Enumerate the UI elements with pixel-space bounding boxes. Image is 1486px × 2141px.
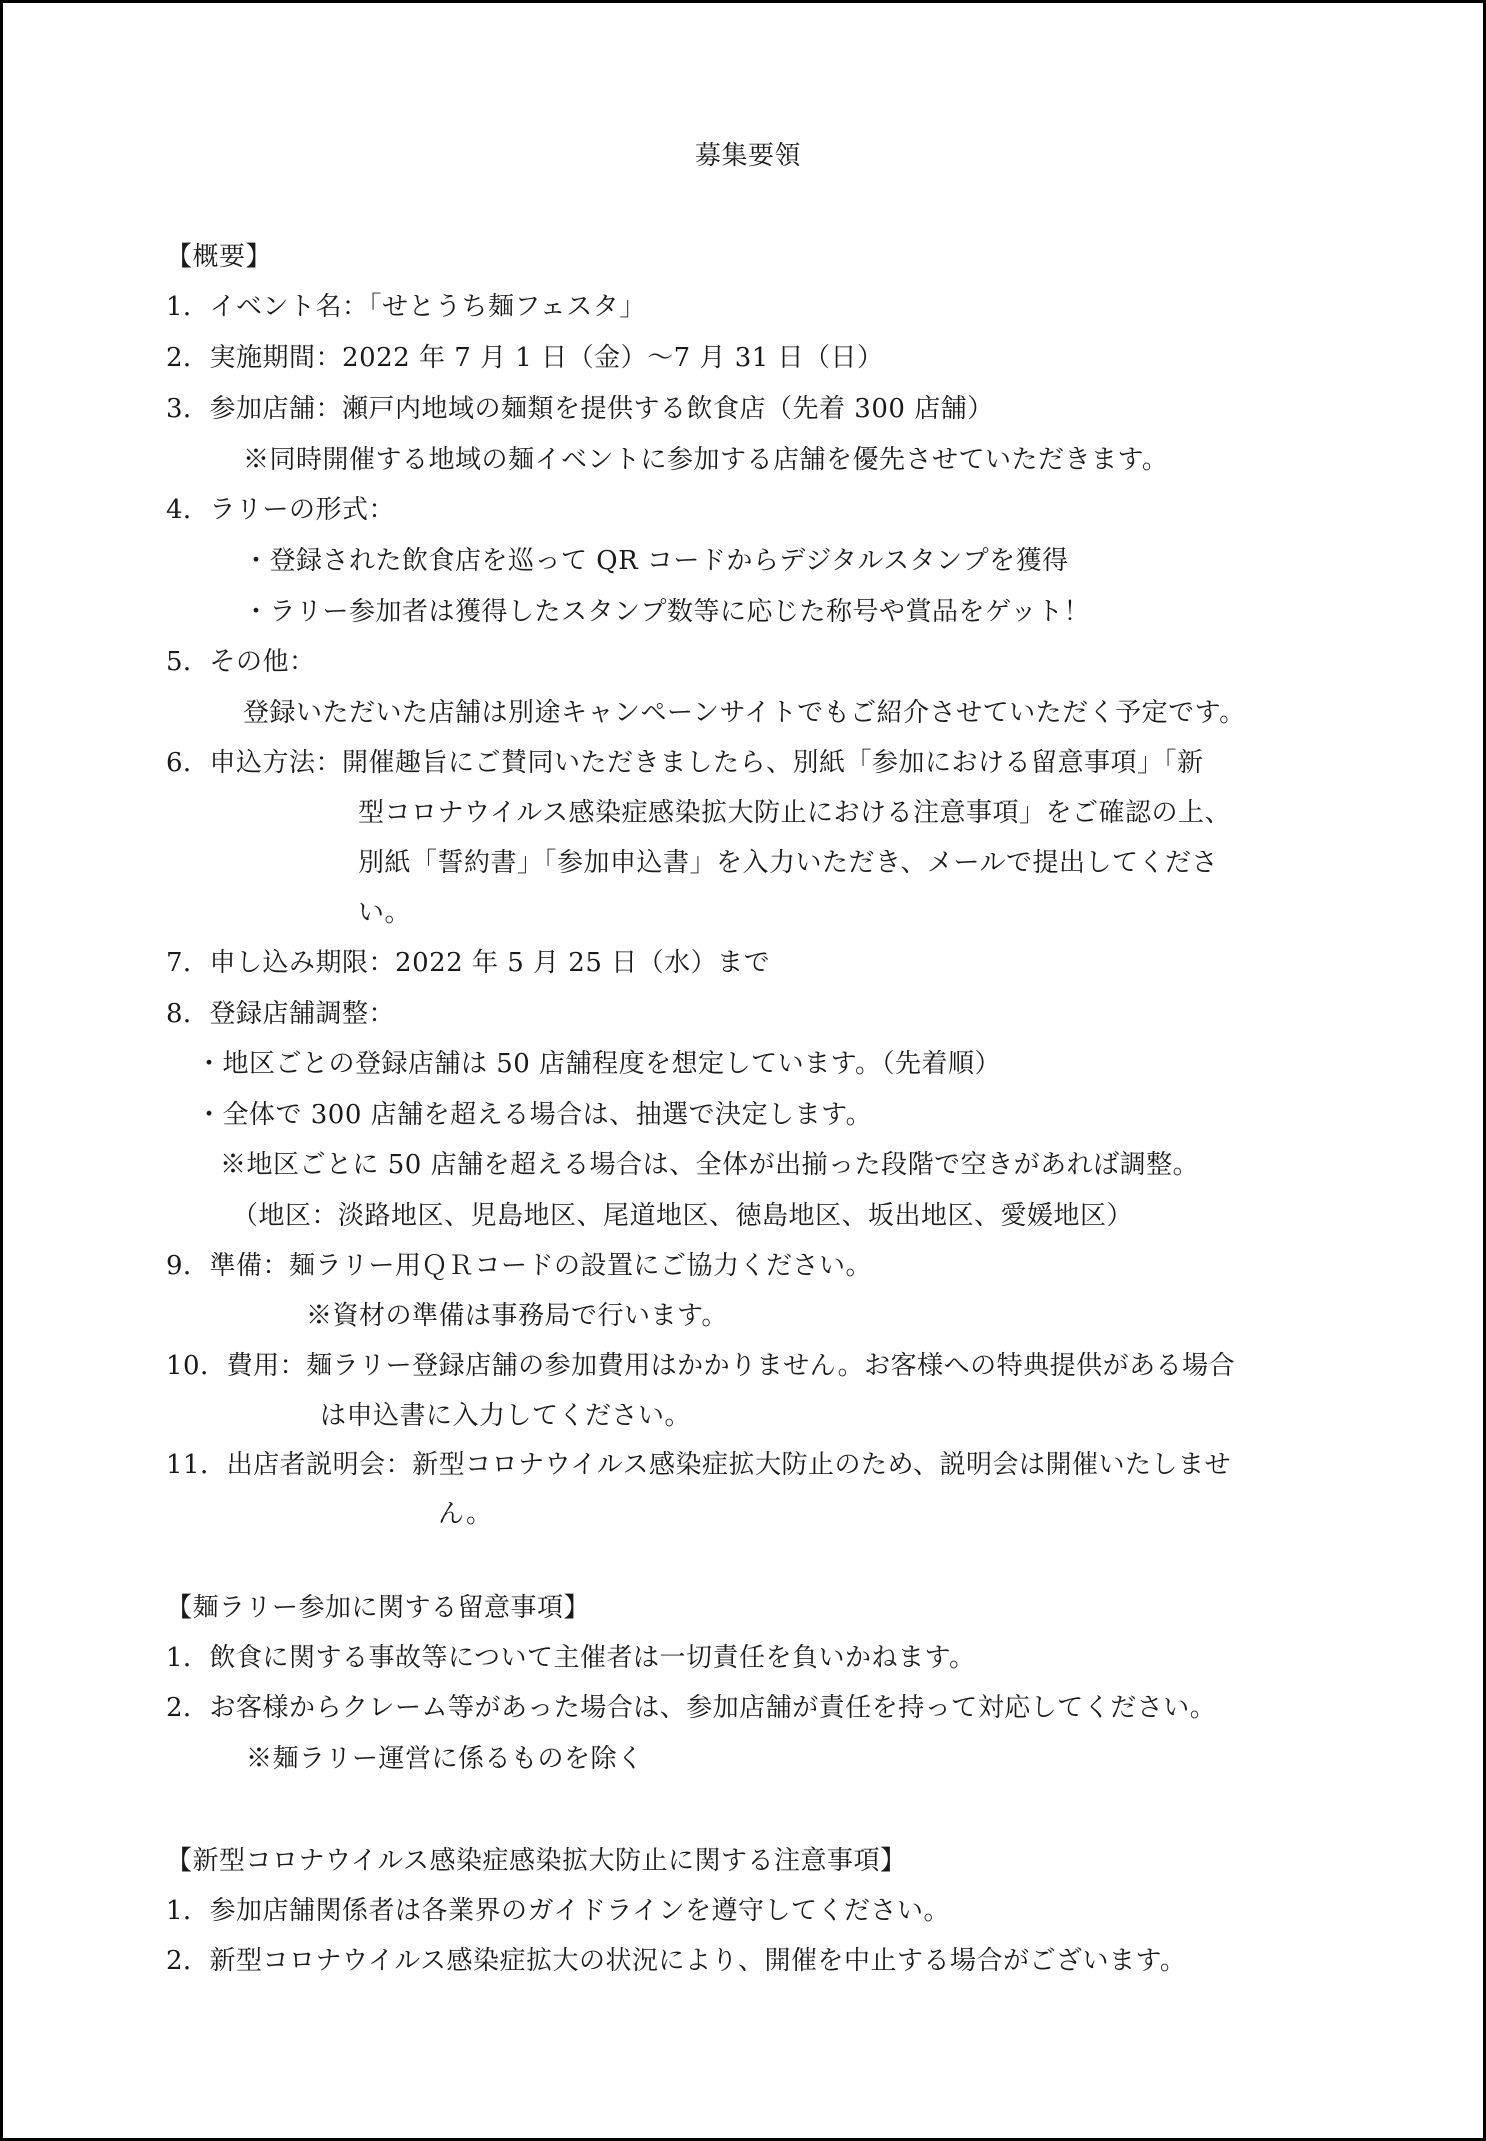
overview-line: 2．実施期間：2022 年 7 月 1 日（金）～7 月 31 日（日）	[166, 343, 884, 373]
rally-note-line: ※麺ラリー運営に係るものを除く	[246, 1744, 644, 1774]
overview-line: 8．登録店舗調整：	[166, 999, 396, 1029]
section-heading-overview: 【概要】	[166, 242, 273, 272]
overview-line: は申込書に入力してください。	[320, 1401, 692, 1431]
overview-line: 1．イベント名：「せとうち麺フェスタ」	[166, 292, 646, 322]
overview-line: 6．申込方法：開催趣旨にご賛同いただきましたら、別紙「参加における留意事項」「新	[166, 748, 1204, 778]
overview-line: 10．費用：麺ラリー登録店舗の参加費用はかかりません。お客様への特典提供がある場合	[166, 1351, 1236, 1381]
overview-line: 別紙「誓約書」「参加申込書」を入力いただき、メールで提出してくださ	[358, 848, 1218, 878]
overview-line: 5．その他：	[166, 647, 316, 677]
covid-note-line: 2．新型コロナウイルス感染症拡大の状況により、開催を中止する場合がございます。	[166, 1946, 1187, 1976]
overview-line: 4．ラリーの形式：	[166, 495, 396, 525]
overview-line: ※資材の準備は事務局で行います。	[306, 1301, 728, 1331]
overview-line: （地区：淡路地区、児島地区、尾道地区、徳島地区、坂出地区、愛媛地区）	[232, 1201, 1134, 1231]
document-title: 募集要領	[695, 141, 802, 171]
overview-line: ・地区ごとの登録店舗は 50 店舗程度を想定しています。（先着順）	[196, 1049, 1002, 1079]
overview-line: 11．出店者説明会：新型コロナウイルス感染症拡大防止のため、説明会は開催いたしませ	[166, 1450, 1231, 1480]
overview-line: 型コロナウイルス感染症感染拡大防止における注意事項」をご確認の上、	[358, 798, 1231, 828]
overview-line: ※同時開催する地域の麺イベントに参加する店舗を優先させていただきます。	[243, 445, 1169, 475]
covid-note-line: 1．参加店舗関係者は各業界のガイドラインを遵守してください。	[166, 1896, 950, 1926]
rally-note-line: 2．お客様からクレーム等があった場合は、参加店舗が責任を持って対応してください。	[166, 1693, 1217, 1723]
overview-line: 7．申し込み期限：2022 年 5 月 25 日（水）まで	[166, 948, 771, 978]
overview-line: ※地区ごとに 50 店舗を超える場合は、全体が出揃った段階で空きがあれば調整。	[220, 1150, 1200, 1180]
overview-line: 登録いただいた店舗は別途キャンペーンサイトでもご紹介させていただく予定です。	[243, 698, 1246, 728]
overview-line: 9．準備：麺ラリー用ＱＲコードの設置にご協力ください。	[166, 1251, 873, 1281]
overview-line: い。	[358, 898, 412, 928]
overview-line: ・登録された飲食店を巡って QR コードからデジタルスタンプを獲得	[243, 546, 1069, 576]
section-heading-covid-notes: 【新型コロナウイルス感染症感染拡大防止に関する注意事項】	[166, 1846, 907, 1876]
overview-line: 3．参加店舗：瀬戸内地域の麺類を提供する飲食店（先着 300 店舗）	[166, 394, 994, 424]
overview-line: ・ラリー参加者は獲得したスタンプ数等に応じた称号や賞品をゲット！	[243, 597, 1090, 627]
overview-line: ん。	[438, 1499, 493, 1529]
rally-note-line: 1．飲食に関する事故等について主催者は一切責任を負いかねます。	[166, 1643, 976, 1673]
section-heading-rally-notes: 【麺ラリー参加に関する留意事項】	[166, 1593, 591, 1623]
overview-line: ・全体で 300 店舗を超える場合は、抽選で決定します。	[196, 1100, 873, 1130]
